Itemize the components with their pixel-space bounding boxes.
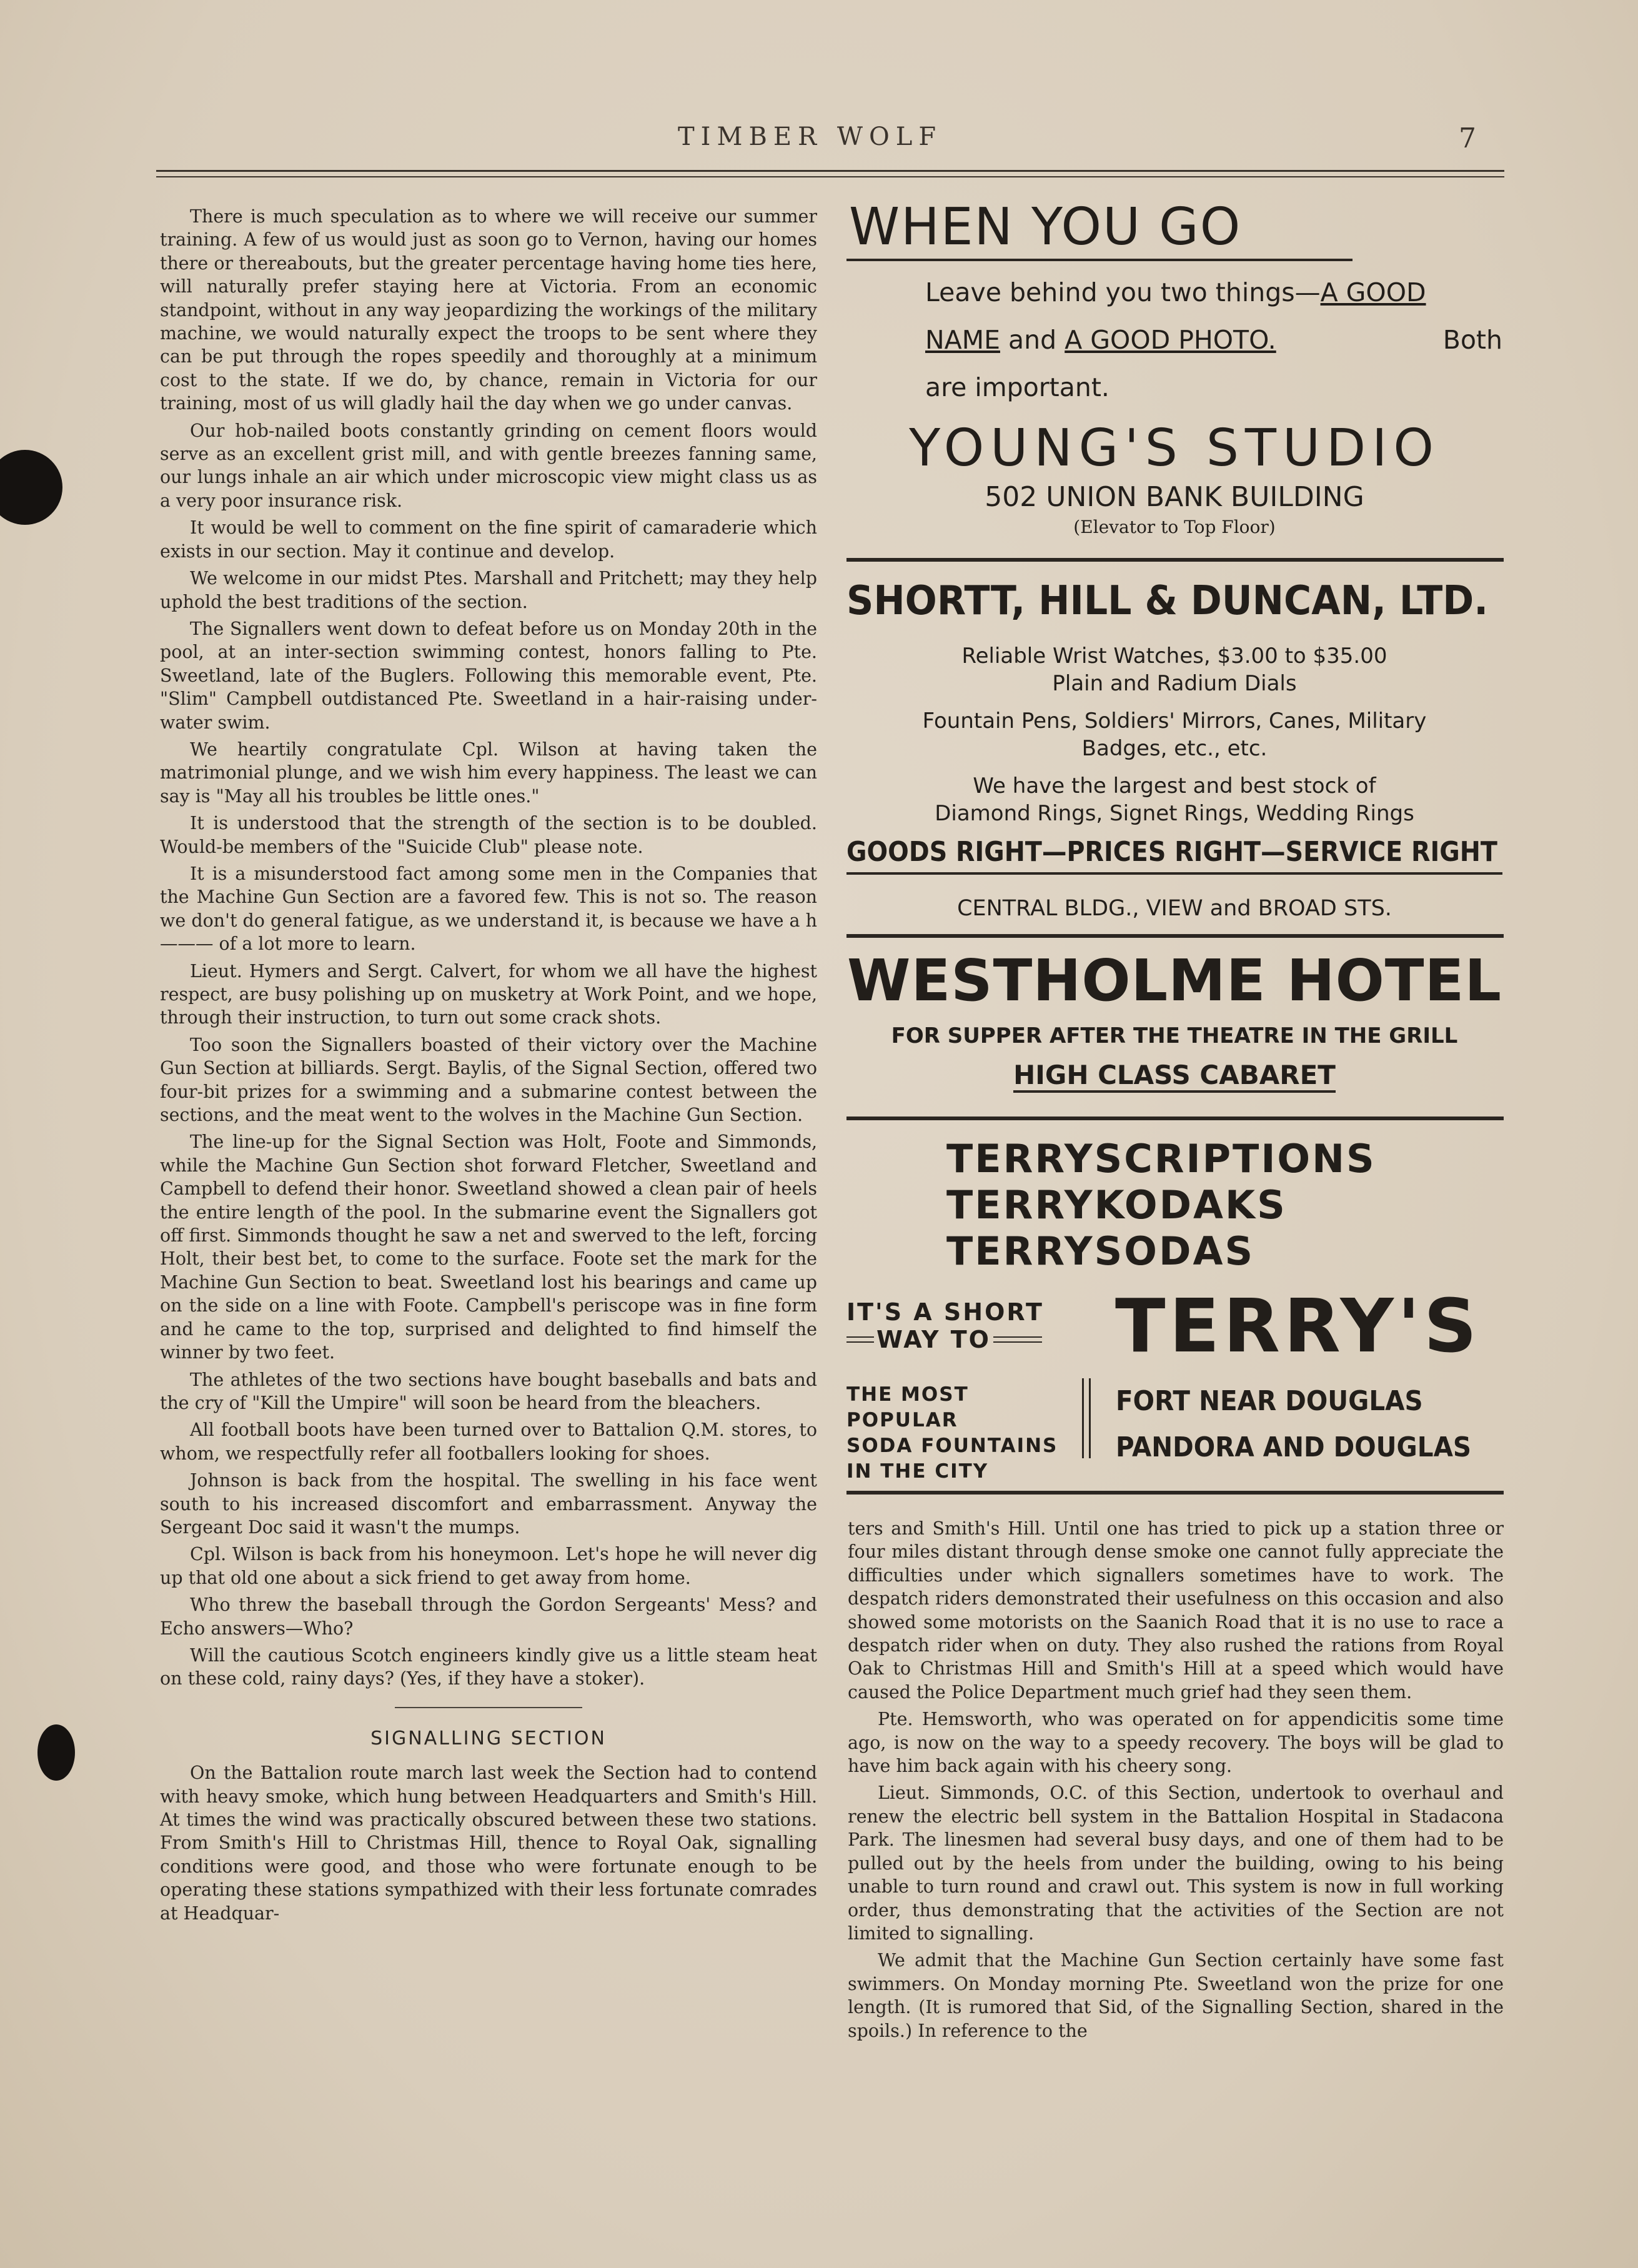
paragraph: We admit that the Machine Gun Section certainly have some fast swimmers. On Monday morning Pte. Sweetland won the prize for one length. (It is rumored that Sid, of the Signalling Section, shared in the spoils.) In reference to the (848, 1950, 1504, 2041)
ad-divider (846, 1117, 1504, 1120)
slogan-underline (846, 872, 1502, 875)
left-column (160, 205, 817, 1929)
terry-brand-row (846, 1283, 1502, 1369)
paragraph: Will the cautious Scotch engineers kindly give us a little steam heat on these cold, rainy days? (Yes, if they have a stoker). (160, 1644, 817, 1689)
paragraph: It is understood that the strength of the section is to be doubled. Would-be members of the "Suicide Club" please note. (160, 813, 817, 857)
terrys-name: TERRY'S (1115, 1283, 1481, 1369)
headline-underline (846, 259, 1353, 261)
popular-note (846, 1378, 1082, 1485)
paragraph: The Signallers went down to defeat before us on Monday 20th in the pool, at an inter-section swimming contest, honors falling to Pte. Sweetland, late of the Buglers. Following this memorable event, Pte. "Slim" Campbell outdistanced Pte. Sweetland in a hair-raising under-water swim. (160, 618, 817, 733)
ad-terrys (846, 1136, 1502, 1485)
short-way-line: WAY TO (876, 1326, 991, 1353)
cabaret-text: HIGH CLASS CABARET (1013, 1060, 1336, 1093)
paragraph: Too soon the Signallers boasted of their victory over the Machine Gun Section at billiards. Sergt. Baylis, of the Signal Section, offered two four-bit prizes for a swimming and a submarine contest between the sections, and the meat went to the wolves in the Machine Gun Section. (160, 1034, 817, 1126)
header-rule (156, 170, 1504, 172)
studio-name: YOUNG'S STUDIO (909, 419, 1440, 478)
copy-line: Fountain Pens, Soldiers' Mirrors, Canes, Military (922, 709, 1427, 734)
hotel-tagline: FOR SUPPER AFTER THE THEATRE IN THE GRILL (891, 1023, 1458, 1048)
double-dash (846, 1336, 874, 1343)
copy-line: We have the largest and best stock of (973, 773, 1376, 798)
short-way (846, 1298, 1115, 1353)
paragraph: We heartily congratulate Cpl. Wilson at having taken the matrimonial plunge, and we wish him every happiness. The least we can say is "May all his troubles be little ones." (160, 739, 817, 807)
hotel-cabaret (846, 1057, 1502, 1093)
paragraph: Pte. Hemsworth, who was operated on for appendicitis some time ago, is now on the way to a speedy recovery. The boys will be glad to have him back again with his cheery song. (848, 1709, 1504, 1777)
studio-address: 502 UNION BANK BUILDING (985, 481, 1364, 513)
copy-line: Plain and Radium Dials (1052, 671, 1297, 696)
location-line: FORT NEAR DOUGLAS (1116, 1385, 1424, 1417)
paragraph: The line-up for the Signal Section was Holt, Foote and Simmonds, while the Machine Gun Section shot forward Fletcher, Sweetland and Campbell to defend their honor. Sweetland showed a clean pair of heels the entire length of the pool. In the submarine event the Signallers got off first. Simmonds thought he saw a net and swerved to the left, forcing Holt, their best bet, to come to the surface. Foote set the mark for the Machine Gun Section to beat. Sweetland lost his bearings and came up on the side on a line with Foote. Campbell's periscope was in fine form and he came to the top, surprised and delighted to find himself the winner by two feet. (160, 1132, 817, 1363)
header-rule-lower (156, 176, 1504, 177)
paragraph: Johnson is back from the hospital. The swelling in his face went south to his increased discomfort and embarrassment. Anyway the Sergeant Doc said it wasn't the mumps. (160, 1470, 817, 1538)
company-name: SHORTT, HILL & DUNCAN, LTD. (846, 578, 1489, 624)
ad-copy (846, 269, 1502, 411)
paragraph: ters and Smith's Hill. Until one has tried to pick up a station three or four miles distant through dense smoke one cannot fully appreciate the difficulties under which signallers sometimes have to work. The despatch riders demonstrated their usefulness on this occasion and also showed some motorists on the Saanich Road that it is no use to race a despatch rider when on duty. They also rushed the rations from Royal Oak to Christmas Hill and Smith's Hill at a speed which would have caused the Police Department much grief had they seen them. (848, 1518, 1504, 1703)
binding-hole-top (0, 450, 62, 525)
terry-locations (846, 1378, 1502, 1485)
paragraph: Who threw the baseball through the Gordon Sergeants' Mess? and Echo answers—Who? (160, 1594, 817, 1639)
location-line: PANDORA AND DOUGLAS (1116, 1431, 1472, 1463)
section-heading: SIGNALLING SECTION (370, 1727, 607, 1749)
paragraph: It is a misunderstood fact among some men in the Companies that the Machine Gun Section are a favored few. This is not so. The reason we don't do general fatigue, as we understand it, is because we have a h——— of a lot more to learn. (160, 863, 817, 955)
copy-text: are important. (925, 372, 1109, 402)
copy-line: Diamond Rings, Signet Rings, Wedding Rings (935, 801, 1414, 826)
copy-text: Both (1442, 325, 1502, 355)
ad-youngs-studio (846, 199, 1502, 540)
double-rule (1082, 1378, 1091, 1458)
ad-shortt-hill-duncan (846, 570, 1502, 923)
paragraph: On the Battalion route march last week the Section had to contend with heavy smoke, which hung between Headquarters and Smith's Hill. At times the wind was practically obscured between these two stations. From Smith's Hill to Christmas Hill, thence to Royal Oak, signalling conditions were good, and those who were fortunate enough to be operating these stations sympathized with their less fortunate comrades at Headquar- (160, 1763, 817, 1924)
studio-note: (Elevator to Top Floor) (1073, 517, 1276, 537)
paragraph: Lieut. Simmonds, O.C. of this Section, undertook to overhaul and renew the electric bell system in the Battalion Hospital in Stadacona Park. The linesmen had several busy days, and one of them had to be pulled out by the heels from under the building, owing to his being unable to turn round and crawl out. This system is now in full working order, thus demonstrating that the activities of the Section are not limited to signalling. (848, 1783, 1504, 1944)
ad-divider (846, 558, 1504, 562)
product-line: TERRYKODAKS (946, 1182, 1287, 1228)
paragraph: All football boots have been turned over to Battalion Q.M. stores, to whom, we respectfully refer all footballers looking for shoes. (160, 1420, 817, 1464)
paragraph: We welcome in our midst Ptes. Marshall and Pritchett; may they help uphold the best traditions of the section. (160, 568, 817, 612)
running-header: TIMBER WOLF (678, 122, 943, 151)
paragraph: The athletes of the two sections have bought baseballs and bats and the cry of "Kill the Umpire" will soon be heard from the bleachers. (160, 1369, 817, 1413)
ad-westholme-hotel (846, 943, 1502, 1093)
product-line: TERRYSCRIPTIONS (946, 1136, 1376, 1181)
ad-slogan: GOODS RIGHT—PRICES RIGHT—SERVICE RIGHT (846, 836, 1497, 868)
product-line: TERRYSODAS (946, 1228, 1255, 1274)
copy-text: and (1000, 325, 1065, 355)
page-number: 7 (1459, 122, 1476, 154)
copy-text-underlined: A GOOD PHOTO. (1065, 325, 1276, 355)
paragraph: It would be well to comment on the fine spirit of camaraderie which exists in our section. May it continue and develop. (160, 517, 817, 562)
copy-line: Reliable Wrist Watches, $3.00 to $35.00 (961, 644, 1387, 669)
note-line: THE MOST POPULAR (846, 1383, 969, 1431)
short-way-line: IT'S A SHORT (846, 1298, 1044, 1326)
paragraph: There is much speculation as to where we will receive our summer training. A few of us would just as soon go to Vernon, having our homes there or thereabouts, but the greater percentage having home ties here, will naturally prefer staying here at Victoria. From an economic standpoint, without in any way jeopardizing the workings of the military machine, we would naturally expect the troops to be sent where they can be put through the ropes speedily and thoroughly at a minimum cost to the state. If we do, by chance, remain in Victoria for our training, most of us will gladly hail the day when we go under canvas. (160, 206, 817, 414)
paragraph: Our hob-nailed boots constantly grinding on cement floors would serve as an excellent grist mill, and with gentle breezes fanning same, our lungs inhale an air which under microscopic view might class us as a very poor insurance risk. (160, 420, 817, 511)
paragraph: Cpl. Wilson is back from his honeymoon. Let's hope he will never dig up that old one about a sick friend to get away from home. (160, 1544, 817, 1588)
paragraph: Lieut. Hymers and Sergt. Calvert, for whom we all have the highest respect, are busy polishing up on musketry at Work Point, and we hope, through their instruction, to turn out some crack shots. (160, 960, 817, 1028)
right-column (848, 1517, 1504, 2046)
copy-line: Badges, etc., etc. (1081, 736, 1268, 761)
terry-products (846, 1136, 1502, 1275)
ad-divider (846, 934, 1504, 938)
hotel-name: WESTHOLME HOTEL (846, 947, 1502, 1014)
copy-text: Leave behind you two things— (925, 277, 1321, 307)
binding-hole-bottom (37, 1724, 75, 1781)
store-address: CENTRAL BLDG., VIEW and BROAD STS. (957, 896, 1392, 921)
ad-headline: WHEN YOU GO (849, 197, 1242, 257)
location-list (1116, 1378, 1471, 1485)
note-line: SODA FOUNTAINS (846, 1435, 1058, 1457)
ad-divider (846, 1491, 1504, 1495)
copy-text-underlined: NAME (925, 325, 1000, 355)
ad-copy (846, 642, 1502, 827)
copy-text-underlined: A GOOD (1320, 277, 1426, 307)
note-line: IN THE CITY (846, 1460, 989, 1483)
section-divider (395, 1707, 582, 1708)
double-dash (993, 1336, 1042, 1343)
